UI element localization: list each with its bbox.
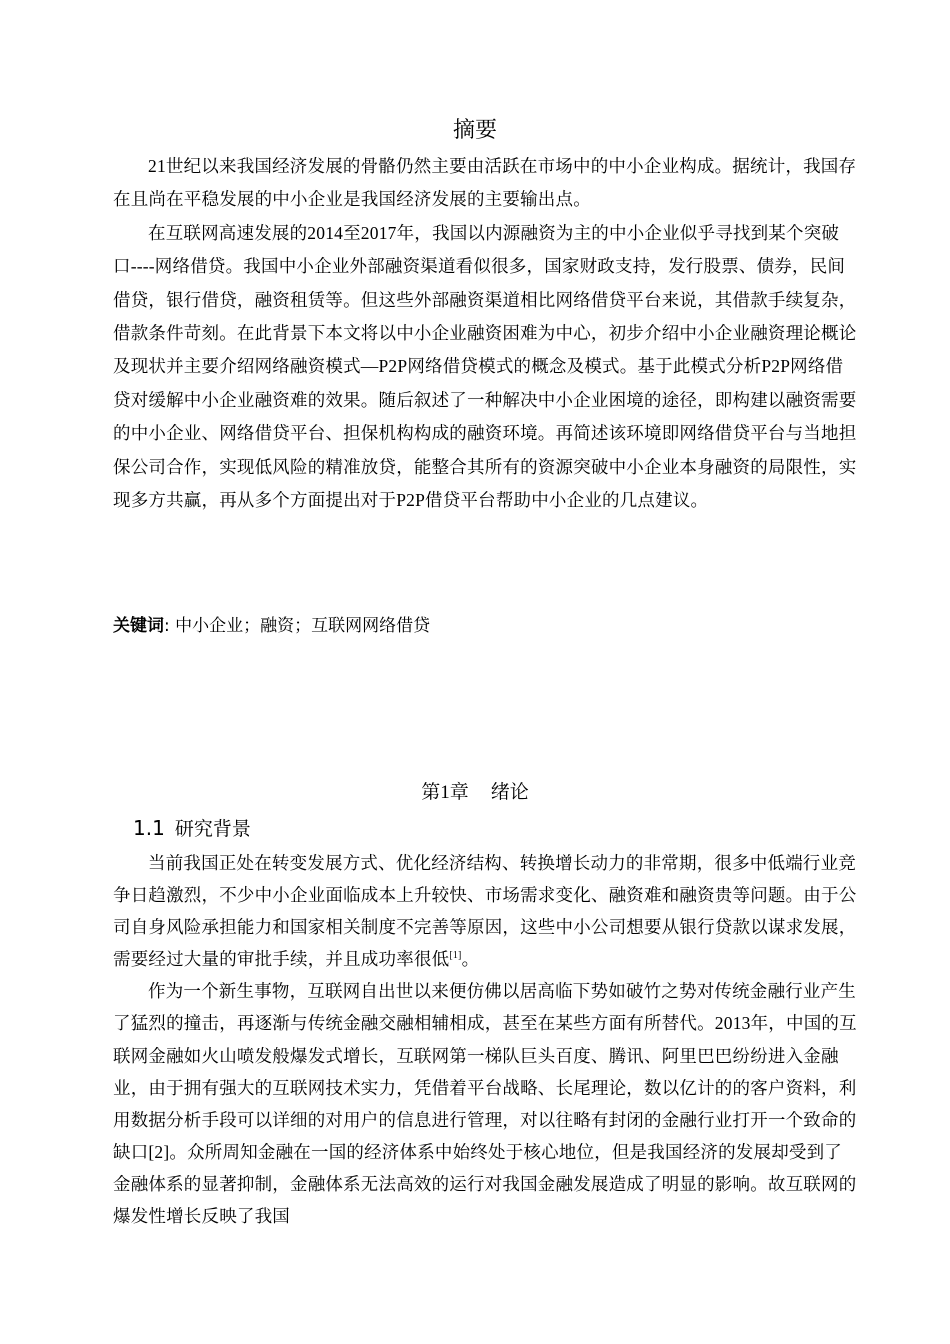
chapter-heading <box>0 776 950 810</box>
abstract-paragraph: 21世纪以来我国经济发展的骨骼仍然主要由活跃在市场中的中小企业构成。据统计，我国存在且尚在平稳发展的中小企业是我国经济发展的主要输出点。 <box>113 156 857 210</box>
abstract-paragraph: 在互联网高速发展的2014至2017年，我国以内源融资为主的中小企业似乎寻找到某个突破口----网络借贷。我国中小企业外部融资渠道看似很多，国家财政支持，发行股票、债券，民间借贷，银行借贷，融资租赁等。但这些外部融资渠道相比网络借贷平台来说，其借款手续复杂，借款条件苛刻。在此背景下本文将以中小企业融资困难为中心，初步介绍中小企业融资理论概论及现状并主要介绍网络融资模式—P2P网络借贷模式的概念及模式。基于此模式分析P2P网络借贷对缓解中小企业融资难的效果。随后叙述了一种解决中小企业困境的途径，即构建以融资需要的中小企业、网络借贷平台、担保机构构成的融资环境。再简述该环境即网络借贷平台与当地担保公司合作，实现低风险的精准放贷，能整合其所有的资源突破中小企业本身融资的局限性，实现多方共赢，再从多个方面提出对于P2P借贷平台帮助中小企业的几点建议。 <box>113 222 857 511</box>
keywords-line <box>113 612 430 640</box>
section-body <box>113 847 858 1232</box>
body-paragraph-end: 。 <box>461 949 480 970</box>
section-title: 研究背景 <box>174 819 251 840</box>
keywords-colon: : <box>164 616 170 636</box>
chapter-title: 绪论 <box>490 782 529 803</box>
section-heading <box>133 812 251 846</box>
body-paragraph <box>113 847 858 975</box>
keywords-label: 关键词 <box>113 616 164 636</box>
citation-ref: [1] <box>449 950 462 962</box>
chapter-number: 第1章 <box>421 782 469 803</box>
section-number: 1.1 <box>133 816 165 840</box>
abstract-body <box>113 150 858 517</box>
body-paragraph-text: 当前我国正处在转变发展方式、优化经济结构、转换增长动力的非常期，很多中低端行业竞争日趋激烈，不少中小企业面临成本上升较快、市场需求变化、融资难和融资贵等问题。由于公司自身风险承担能力和国家相关制度不完善等原因，这些中小公司想要从银行贷款以谋求发展，需要经过大量的审批手续，并且成功率很低 <box>113 853 857 970</box>
keywords-value: 中小企业；融资；互联网网络借贷 <box>175 616 431 636</box>
abstract-title: 摘要 <box>452 118 497 143</box>
body-paragraph: 作为一个新生事物，互联网自出世以来便仿佛以居高临下势如破竹之势对传统金融行业产生了猛烈的撞击，再逐渐与传统金融交融相辅相成，甚至在某些方面有所替代。2013年，中国的互联网金融如火山喷发般爆发式增长，互联网第一梯队巨头百度、腾讯、阿里巴巴纷纷进入金融业，由于拥有强大的互联网技术实力，凭借着平台战略、长尾理论，数以亿计的的客户资料，利用数据分析手段可以详细的对用户的信息进行管理，对以往略有封闭的金融行业打开一个致命的缺口[2]。众所周知金融在一国的经济体系中始终处于核心地位，但是我国经济的发展却受到了金融体系的显著抑制，金融体系无法高效的运行对我国金融发展造成了明显的影响。故互联网的爆发性增长反映了我国 <box>113 981 857 1227</box>
